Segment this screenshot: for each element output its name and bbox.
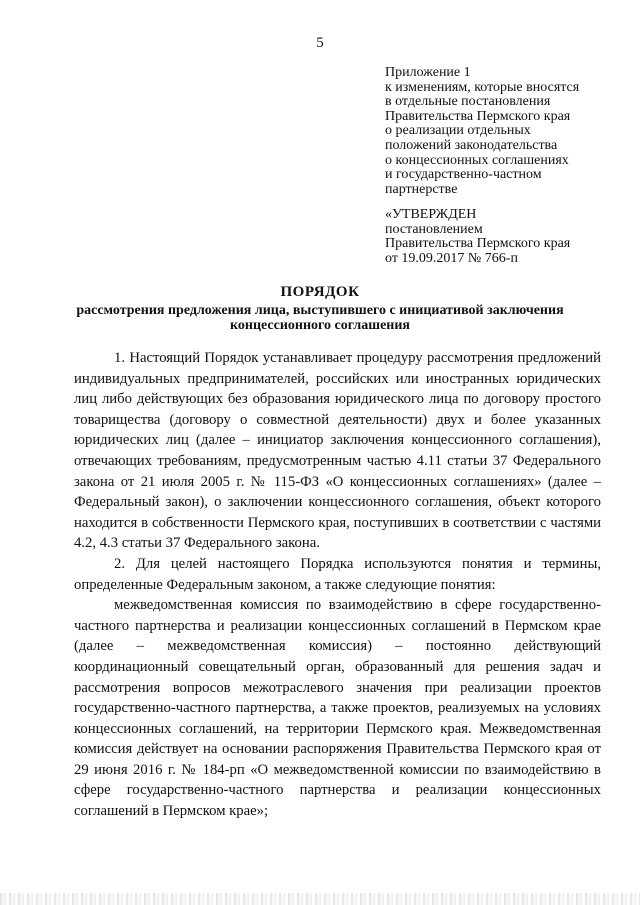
appendix-line: к изменениям, которые вносятся [385,79,580,95]
appendix-line: положений законодательства [385,137,558,153]
appendix-line: Приложение 1 [385,65,471,80]
paragraph: 2. Для целей настоящего Порядка используются понятия и термины, определенные Федеральным законом, а также следующие понятия: [74,555,601,593]
document-subtitle: рассмотрения предложения лица, выступившего с инициативой заключения концессионного соглашения [76,303,564,333]
appendix-line: Правительства Пермского края [385,108,571,124]
document-title: ПОРЯДОК [280,284,360,300]
appendix-line: партнерстве [385,181,458,197]
approved-line: от 19.09.2017 № 766-п [385,250,518,266]
document-body [74,348,601,822]
approval-stamp-text [385,208,625,266]
appendix-line: о концессионных соглашениях [385,152,569,168]
paragraph: 1. Настоящий Порядок устанавливает процедуру рассмотрения предложений индивидуальных предпринимателей, российских или иностранных юридических лиц либо действующих без образования юридического лица по договору простого товарищества (договору о совместной деятельности) двух и более указанных юридических лиц (далее – инициатор заключения концессионного соглашения), отвечающих требованиям, предусмотренным частью 4.11 статьи 37 Федерального закона от 21 июля 2005 г. № 115-ФЗ «О концессионных соглашениях» (далее – Федеральный закон), о заключении концессионного соглашения, объект которого находится в собственности Пермского края, поступивших в соответствии с частями 4.2, 4.3 статьи 37 Федерального закона. [74,350,601,552]
approved-line: постановлением [385,221,483,237]
appendix-line: и государственно-частном [385,167,542,183]
paragraph: межведомственная комиссия по взаимодействию в сфере государственно-частного партнерства и реализации концессионных соглашений в Пермском крае (далее – межведомственная комиссия) – постоянно действующий координационный совещательный орган, образованный для решения задач и рассмотрения вопросов межотраслевого значения при реализации проектов государственно-частного партнерства, а также проектов, реализуемых на условиях концессионных соглашений, на территории Пермского края. Межведомственная комиссия действует на основании распоряжения Правительства Пермского края от 29 июня 2016 г. № 184-рп «О межведомственной комиссии по взаимодействию в сфере государственно-частного партнерства и реализации концессионных соглашений в Пермском крае»; [74,597,601,820]
appendix-line: о реализации отдельных [385,123,531,139]
appendix-header [385,66,625,197]
scan-edge-artifact [0,893,640,905]
approved-line: Правительства Пермского края [385,236,571,252]
approved-line: «УТВЕРЖДЕН [385,207,477,222]
appendix-line: в отдельные постановления [385,94,551,110]
page-number: 5 [316,35,324,51]
